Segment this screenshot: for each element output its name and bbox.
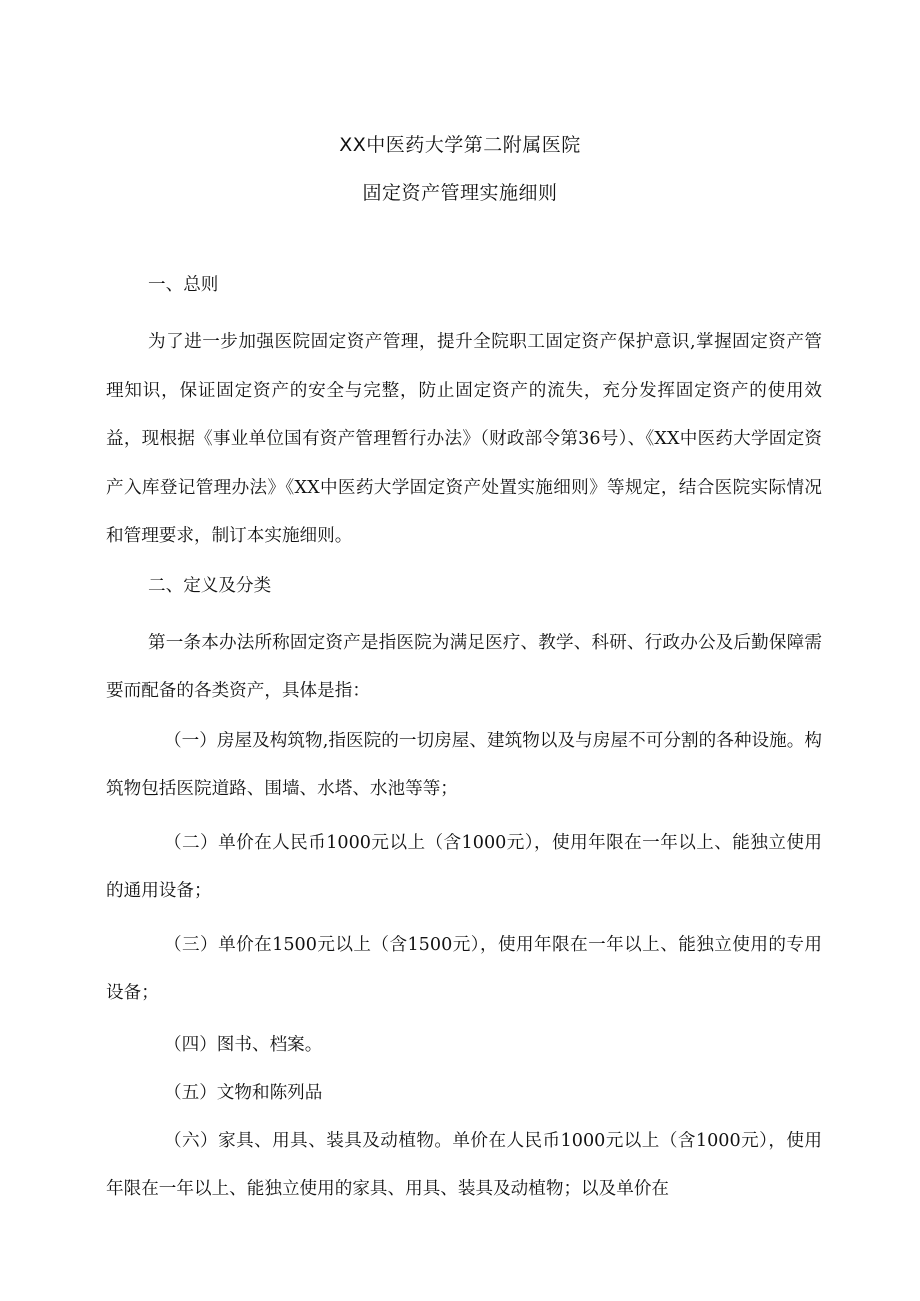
section2-heading: 二、定义及分类 — [148, 575, 272, 596]
list-item: （一）房屋及构筑物,指医院的一切房屋、建筑物以及与房屋不可分割的各种设施。构筑物包括医院道路、围墙、水塔、水池等等； — [106, 730, 822, 799]
list-item: （五）文物和陈列品 — [164, 1082, 323, 1103]
document-title-line2: 固定资产管理实施细则 — [362, 182, 558, 204]
section1-paragraph: 为了进一步加强医院固定资产管理，提升全院职工固定资产保护意识,掌握固定资产管理知识，保证固定资产的安全与完整，防止固定资产的流失，充分发挥固定资产的使用效益，现根据《事业单位国有资产管理暂行办法》（财政部令第36号）、《XX中医药大学固定资产入库登记管理办法》《XX中医药大学固定资产处置实施细则》等规定，结合医院实际情况和管理要求，制订本实施细则。 — [106, 332, 822, 546]
list-item: （六）家具、用具、装具及动植物。单价在人民币1000元以上（含1000元），使用年限在一年以上、能独立使用的家具、用具、装具及动植物；以及单价在 — [106, 1130, 822, 1199]
article1-paragraph: 第一条本办法所称固定资产是指医院为满足医疗、教学、科研、行政办公及后勤保障需要而配备的各类资产，具体是指： — [106, 632, 822, 701]
document-body — [106, 270, 822, 1213]
list-item: （三）单价在1500元以上（含1500元），使用年限在一年以上、能独立使用的专用设备； — [106, 934, 822, 1003]
document-title-line1: XX中医药大学第二附属医院 — [339, 134, 581, 156]
list-item: （二）单价在人民币1000元以上（含1000元），使用年限在一年以上、能独立使用的通用设备； — [106, 832, 822, 901]
list-item: （四）图书、档案。 — [164, 1034, 323, 1055]
section1-heading: 一、总则 — [148, 275, 219, 295]
